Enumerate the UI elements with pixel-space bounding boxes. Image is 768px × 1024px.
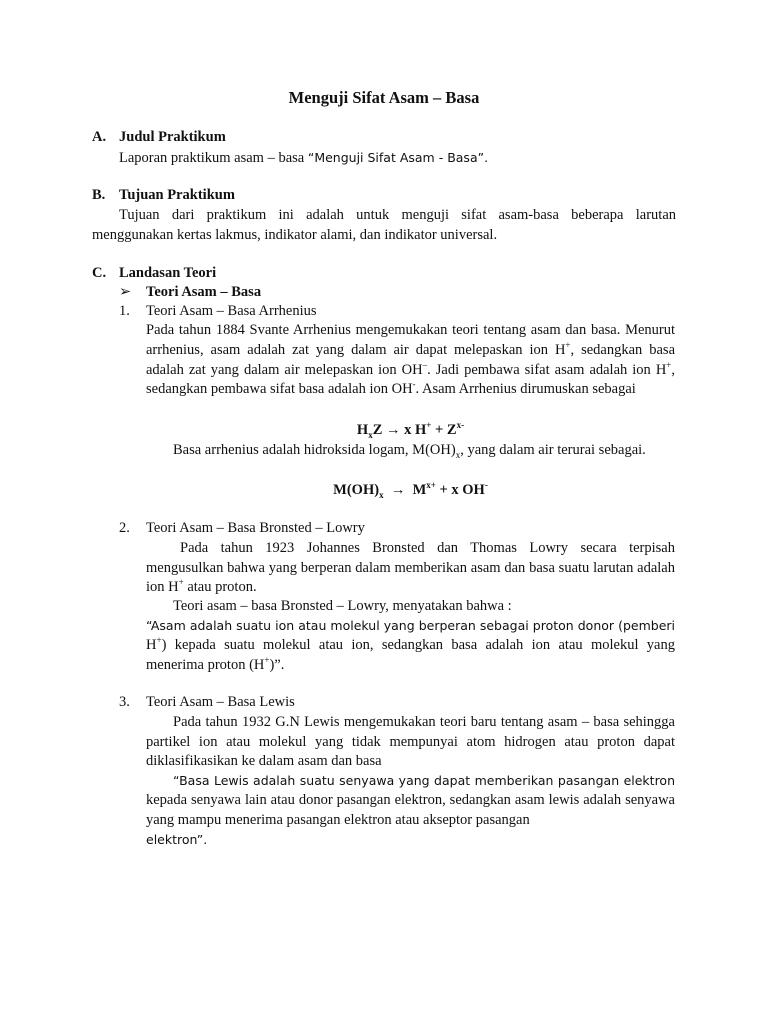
item-3-title-text: Teori Asam – Basa Lewis xyxy=(146,694,295,710)
equation-arrhenius-acid xyxy=(146,421,675,441)
item-1-p1-sup: + xyxy=(565,339,571,350)
section-a-title: Judul Praktikum xyxy=(119,129,226,145)
item-1-p2-sub: x xyxy=(455,449,461,460)
item-1-p1e: . Asam Arrhenius dirumuskan sebagai xyxy=(415,381,636,398)
eq1-sup2: x- xyxy=(456,420,465,431)
item-1-paragraph xyxy=(146,321,675,400)
item-2-quote-c-sup: + xyxy=(264,654,270,665)
section-b-text-line1: Tujuan dari praktikum ini adalah untuk menguji sifat asam-basa beberapa larutan xyxy=(119,207,676,223)
eq2-sub: x xyxy=(379,489,384,500)
eq1-plus: + Z xyxy=(431,422,457,438)
item-2-paragraph xyxy=(146,539,675,598)
section-b-title: Tujuan Praktikum xyxy=(119,187,235,203)
section-b-heading xyxy=(92,186,676,206)
eq1-z: Z xyxy=(372,422,386,438)
item-1-p1b-sup: – xyxy=(422,359,428,370)
item-3-quote-a: “Basa Lewis adalah suatu senyawa yang dapat memberikan pasangan elektron xyxy=(173,773,675,788)
arrow-bullet-icon: ➢ xyxy=(119,284,132,300)
section-a-text xyxy=(119,148,703,169)
item-2-quote-b-sup: + xyxy=(156,635,162,646)
item-2-title-text: Teori Asam – Basa Bronsted – Lowry xyxy=(146,520,365,536)
eq1-left: H xyxy=(356,422,369,438)
section-a-letter: A. xyxy=(92,129,107,145)
item-3-quote-line2: kepada senyawa lain atau donor pasangan elektron, sedangkan asam lewis adalah senyawa yang mampu menerima pasangan elektron atau akseptor pasangan xyxy=(146,792,675,828)
item-2-quote-line1 xyxy=(146,616,675,637)
eq2-rest: + x OH xyxy=(435,482,485,498)
item-1-p1c: . Jadi pembawa sifat asam adalah ion H xyxy=(427,361,667,378)
item-1-p1c-sup: + xyxy=(666,359,672,370)
eq1-sub: x xyxy=(368,429,373,440)
item-3-paragraph: Pada tahun 1932 G.N Lewis mengemukakan teori baru tentang asam – basa sehingga partikel ion atau molekul yang tidak mempunyai atom hidrogen atau proton dapat diklasifikasikan ke dalam asam dan basa xyxy=(146,714,675,769)
item-2-paragraph-2: Teori asam – basa Bronsted – Lowry, menyatakan bahwa : xyxy=(173,598,512,614)
section-a-heading xyxy=(92,128,676,148)
item-3-title xyxy=(119,693,676,713)
item-3-quote-line3 xyxy=(146,830,675,851)
item-2-p1b: atau proton. xyxy=(183,579,257,595)
eq2-sup2: - xyxy=(484,480,488,491)
bullet-text: Teori Asam – Basa xyxy=(146,284,262,300)
item-1-title-text: Teori Asam – Basa Arrhenius xyxy=(146,303,317,319)
item-1-title xyxy=(119,302,676,322)
item-1-p1d: , sedangkan pembawa sifat basa adalah ion OH xyxy=(146,361,675,398)
item-1-p1d-sup: - xyxy=(412,379,416,390)
item-2-num: 2. xyxy=(119,520,130,536)
eq2-left: M(OH) xyxy=(333,482,380,498)
right-arrow-icon: → xyxy=(385,422,401,438)
item-3-quote-c: elektron”. xyxy=(146,832,208,847)
equation-arrhenius-base xyxy=(146,481,675,501)
eq2-m: M xyxy=(412,482,427,498)
item-2-quote-a: “Asam adalah suatu ion atau molekul yang berperan sebagai proton donor (pemberi xyxy=(146,618,675,633)
item-1-p1: Pada tahun 1884 Svante Arrhenius mengemukakan teori tentang asam dan basa. Menurut arrhenius, asam adalah zat yang dalam air dapat melepaskan ion H xyxy=(146,322,675,358)
page-title: Menguji Sifat Asam – Basa xyxy=(288,88,480,107)
eq2-sup: x+ xyxy=(426,480,436,491)
eq1-right: x H xyxy=(400,422,427,438)
section-b-text-line2: menggunakan kertas lakmus, indikator alami, dan indikator universal. xyxy=(92,227,498,243)
item-3-quote-line1 xyxy=(146,771,675,792)
item-2-p1: Pada tahun 1923 Johannes Bronsted dan Thomas Lowry secara terpisah mengusulkan bahwa yang berperan dalam memberikan asam dan basa suatu larutan adalah ion H xyxy=(146,540,675,595)
item-2-quote-b: H xyxy=(146,637,157,653)
eq1-sup1: + xyxy=(426,420,432,431)
item-1-p2b: , yang dalam air terurai sebagai. xyxy=(460,442,646,458)
section-a-text-prefix: Laporan praktikum asam – basa xyxy=(119,150,308,166)
section-a-text-quote: “Menguji Sifat Asam - Basa”. xyxy=(307,150,489,165)
item-1-paragraph-2 xyxy=(146,441,675,461)
item-1-num: 1. xyxy=(119,303,130,319)
item-2-title xyxy=(119,519,676,539)
item-2-p1-sup: + xyxy=(178,577,184,588)
item-3-num: 3. xyxy=(119,694,130,710)
section-b-letter: B. xyxy=(92,187,106,203)
item-2-quote-c: ) kepada suatu molekul atau ion, sedangkan basa adalah ion atau molekul yang menerima proton (H xyxy=(146,637,675,673)
bullet-item xyxy=(119,283,676,303)
section-c-letter: C. xyxy=(92,265,107,281)
item-2-quote-rest xyxy=(146,636,675,675)
item-2-quote-d: )”. xyxy=(269,656,285,673)
item-1-p1b: , sedangkan basa adalah zat yang dalam air melepaskan ion OH xyxy=(146,341,676,378)
section-c-heading xyxy=(92,264,676,284)
right-arrow-icon: → xyxy=(390,482,406,498)
section-c-title: Landasan Teori xyxy=(119,265,217,281)
item-1-p2: Basa arrhenius adalah hidroksida logam, M(OH) xyxy=(173,442,456,458)
